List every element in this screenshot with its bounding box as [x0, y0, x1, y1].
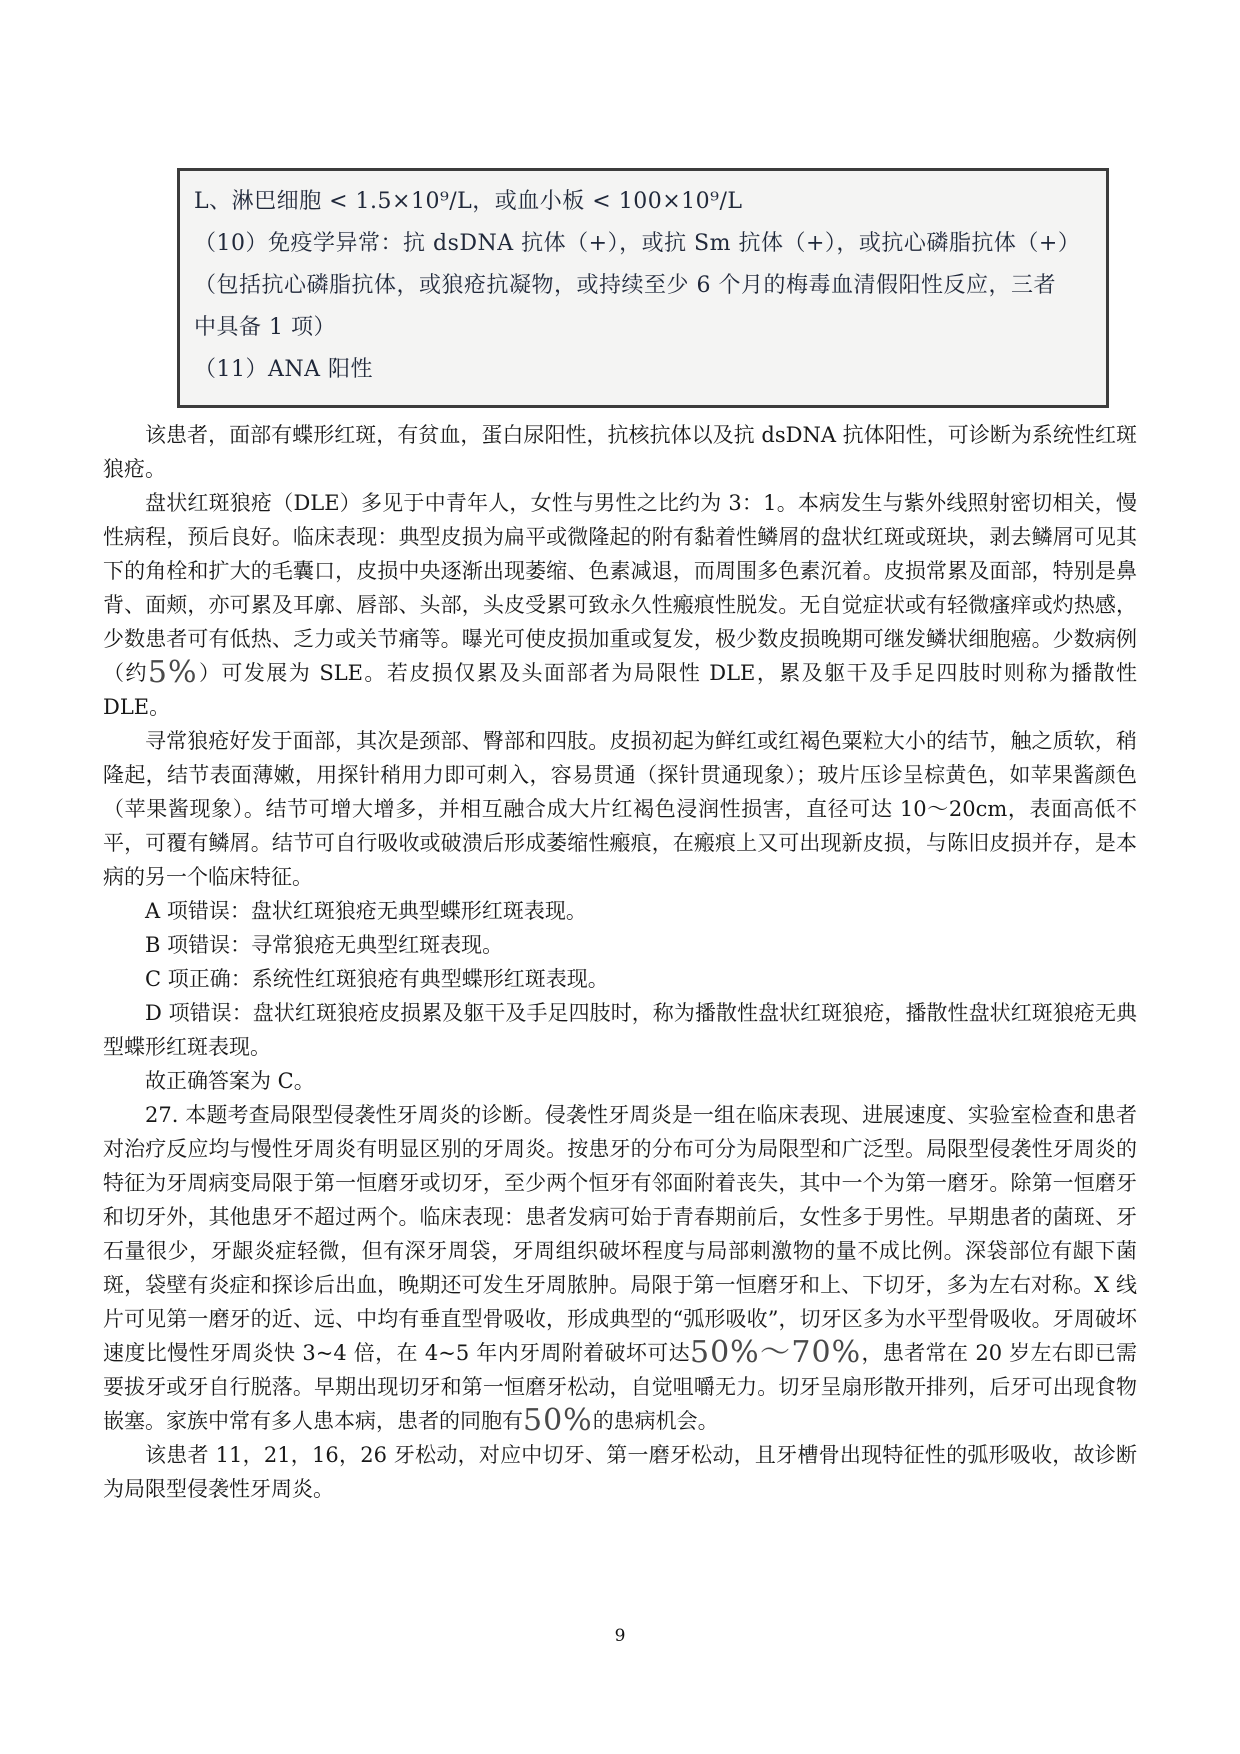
percent-value: 50%～70%	[690, 1335, 862, 1370]
percent-value: 50%	[523, 1403, 593, 1438]
criteria-line: （11）ANA 阳性	[194, 357, 374, 382]
paragraph-text: 该患者 11，21，16，26 牙松动，对应中切牙、第一磨牙松动，且牙槽骨出现特征性的弧形吸收，故诊断为局限型侵袭性牙周炎。	[103, 1443, 1137, 1501]
page-number: 9	[614, 1626, 626, 1646]
paragraph-text: D 项错误：盘状红斑狼疮皮损累及躯干及手足四肢时，称为播散性盘状红斑狼疮，播散性盘状红斑狼疮无典型蝶形红斑表现。	[103, 1001, 1137, 1059]
criteria-line: （10）免疫学异常：抗 dsDNA 抗体（+），或抗 Sm 抗体（+），或抗心磷脂抗体（+）	[194, 231, 1081, 256]
paragraph-text: ）可发展为 SLE。若皮损仅累及头面部者为局限性 DLE，累及躯干及手足四肢时则称为播散性 DLE。	[103, 661, 1138, 719]
paragraph	[103, 928, 1137, 962]
paragraph	[103, 962, 1137, 996]
paragraph-text: 盘状红斑狼疮（DLE）多见于中青年人，女性与男性之比约为 3：1。本病发生与紫外线照射密切相关，慢性病程，预后良好。临床表现：典型皮损为扁平或微隆起的附有黏着性鳞屑的盘状红斑或斑块，剥去鳞屑可见其下的角栓和扩大的毛囊口，皮损中央逐渐出现萎缩、色素减退，而周围多色素沉着。皮损常累及面部，特别是鼻背、面颊，亦可累及耳廓、唇部、头部，头皮受累可致永久性瘢痕性脱发。无自觉症状或有轻微瘙痒或灼热感，少数患者可有低热、乏力或关节痛等。曝光可使皮损加重或复发，极少数皮损晚期可继发鳞状细胞癌。少数病例（约	[103, 491, 1137, 685]
paragraph	[103, 1098, 1137, 1438]
paragraph-text: C 项正确：系统性红斑狼疮有典型蝶形红斑表现。	[145, 967, 609, 991]
paragraph-text: 故正确答案为 C。	[145, 1069, 315, 1093]
paragraph	[103, 1438, 1137, 1506]
diagnostic-criteria-box	[177, 168, 1109, 408]
paragraph	[103, 724, 1137, 894]
criteria-line: （包括抗心磷脂抗体，或狼疮抗凝物，或持续至少 6 个月的梅毒血清假阳性反应，三者	[194, 273, 1056, 298]
paragraph-text: ，患者常在 20 岁左右即已需要拔牙或牙自行脱落。早期出现切牙和第一恒磨牙松动，自觉咀嚼无力。切牙呈扇形散开排列，后牙可出现食物嵌塞。家族中常有多人患本病，患者的同胞有	[103, 1341, 1138, 1433]
paragraph-text: 该患者，面部有蝶形红斑，有贫血，蛋白尿阳性，抗核抗体以及抗 dsDNA 抗体阳性，可诊断为系统性红斑狼疮。	[103, 423, 1137, 481]
paragraph-text: B 项错误：寻常狼疮无典型红斑表现。	[145, 933, 504, 957]
criteria-line: L、淋巴细胞 < 1.5×10⁹/L，或血小板 < 100×10⁹/L	[194, 189, 743, 214]
percent-value: 5%	[147, 655, 198, 690]
paragraph-text: 的患病机会。	[592, 1409, 719, 1433]
paragraph	[103, 486, 1137, 724]
paragraph-text: A 项错误：盘状红斑狼疮无典型蝶形红斑表现。	[145, 899, 587, 923]
paragraph-text: 27. 本题考查局限型侵袭性牙周炎的诊断。侵袭性牙周炎是一组在临床表现、进展速度、实验室检查和患者对治疗反应均与慢性牙周炎有明显区别的牙周炎。按患牙的分布可分为局限型和广泛型。局限型侵袭性牙周炎的特征为牙周病变局限于第一恒磨牙或切牙，至少两个恒牙有邻面附着丧失，其中一个为第一磨牙。除第一恒磨牙和切牙外，其他患牙不超过两个。临床表现：患者发病可始于青春期前后，女性多于男性。早期患者的菌斑、牙石量很少，牙龈炎症轻微，但有深牙周袋，牙周组织破坏程度与局部刺激物的量不成比例。深袋部位有龈下菌斑，袋壁有炎症和探诊后出血，晚期还可发生牙周脓肿。局限于第一恒磨牙和上、下切牙，多为左右对称。X 线片可见第一磨牙的近、远、中均有垂直型骨吸收，形成典型的“弧形吸收”，切牙区多为水平型骨吸收。牙周破坏速度比慢性牙周炎快 3~4 倍，在 4~5 年内牙周附着破坏可达	[103, 1103, 1137, 1365]
paragraph	[103, 1064, 1137, 1098]
paragraph	[103, 996, 1137, 1064]
paragraph	[103, 894, 1137, 928]
body-paragraphs	[103, 418, 1137, 1506]
criteria-line: 中具备 1 项）	[194, 315, 336, 340]
paragraph-text: 寻常狼疮好发于面部，其次是颈部、臀部和四肢。皮损初起为鲜红或红褐色粟粒大小的结节，触之质软，稍隆起，结节表面薄嫩，用探针稍用力即可刺入，容易贯通（探针贯通现象）；玻片压诊呈棕黄色，如苹果酱颜色（苹果酱现象）。结节可增大增多，并相互融合成大片红褐色浸润性损害，直径可达 10～20cm，表面高低不平，可覆有鳞屑。结节可自行吸收或破溃后形成萎缩性瘢痕，在瘢痕上又可出现新皮损，与陈旧皮损并存，是本病的另一个临床特征。	[103, 729, 1137, 889]
paragraph	[103, 418, 1137, 486]
